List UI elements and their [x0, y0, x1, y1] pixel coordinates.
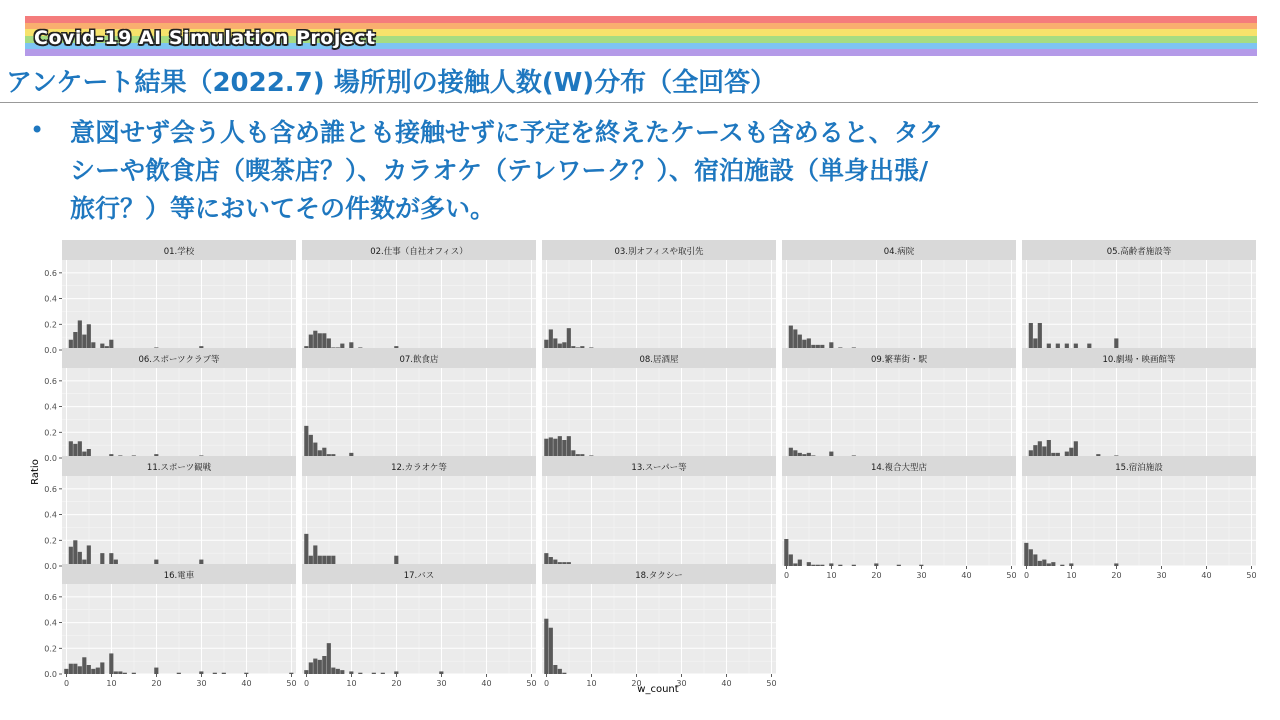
data-bar: [381, 673, 385, 674]
facet-label: 02.仕事（自社オフィス）: [370, 247, 468, 257]
data-bar: [87, 545, 91, 566]
data-bar: [807, 562, 811, 566]
y-tick-label: 0.4: [44, 618, 57, 628]
x-tick-label: 10: [346, 679, 357, 688]
data-bar: [78, 666, 82, 674]
data-bar: [304, 670, 308, 674]
y-tick-label: 0.0: [44, 346, 57, 355]
y-tick-label: 0.2: [44, 428, 57, 438]
x-tick-label: 30: [676, 679, 687, 688]
data-bar: [1038, 441, 1042, 458]
x-tick-label: 20: [1111, 571, 1122, 580]
data-bar: [96, 668, 100, 674]
bullet-line-3: 旅行？）等においてその件数が多い。: [70, 194, 496, 223]
data-bar: [567, 328, 571, 350]
data-bar: [69, 547, 73, 566]
data-bar: [1029, 323, 1033, 350]
y-tick-label: 0.6: [44, 484, 57, 494]
facet-panel: [542, 240, 776, 350]
data-bar: [1060, 565, 1064, 566]
facet-label: 07.飲食店: [399, 355, 439, 365]
data-bar: [897, 565, 901, 566]
data-bar: [222, 673, 226, 674]
data-bar: [549, 628, 553, 674]
data-bar: [349, 671, 353, 674]
faceted-bar-chart: [0, 232, 1280, 702]
data-bar: [567, 436, 571, 458]
data-bar: [73, 444, 77, 458]
bullet-text: [70, 114, 1230, 228]
data-bar: [304, 426, 308, 458]
data-bar: [331, 668, 335, 674]
facet-panel: [782, 240, 1016, 350]
x-tick-label: 20: [151, 679, 162, 688]
data-bar: [78, 552, 82, 566]
data-bar: [309, 435, 313, 458]
data-bar: [358, 673, 362, 674]
y-tick-label: 0.4: [44, 402, 57, 412]
data-bar: [78, 320, 82, 350]
facet-label: 08.居酒屋: [639, 355, 679, 365]
data-bar: [322, 656, 326, 674]
data-bar: [829, 563, 833, 566]
data-bar: [313, 659, 317, 674]
data-bar: [820, 565, 824, 566]
data-bar: [793, 563, 797, 566]
x-tick-label: 50: [526, 679, 537, 688]
facet-panel: [1022, 456, 1257, 580]
data-bar: [123, 673, 127, 674]
x-tick-label: 20: [391, 679, 402, 688]
data-bar: [69, 441, 73, 458]
x-tick-label: 0: [543, 679, 550, 688]
data-bar: [798, 335, 802, 350]
data-bar: [1033, 554, 1037, 566]
y-tick-label: 0.6: [44, 592, 57, 602]
data-bar: [372, 673, 376, 674]
data-bar: [1069, 563, 1073, 566]
x-tick-label: 50: [1006, 571, 1017, 580]
data-bar: [322, 333, 326, 350]
data-bar: [1074, 441, 1078, 458]
data-bar: [78, 441, 82, 458]
data-bar: [213, 673, 217, 674]
data-bar: [82, 335, 86, 350]
x-tick-label: 40: [721, 679, 732, 688]
y-tick-label: 0.4: [44, 510, 57, 520]
data-bar: [439, 671, 443, 674]
data-bar: [132, 673, 136, 674]
data-bar: [73, 664, 77, 674]
x-tick-label: 30: [196, 679, 207, 688]
data-bar: [544, 619, 548, 674]
data-bar: [64, 669, 68, 674]
data-bar: [789, 326, 793, 350]
facet-panel: [782, 348, 1016, 458]
data-bar: [1051, 562, 1055, 566]
x-tick-label: 30: [436, 679, 447, 688]
data-bar: [1038, 323, 1042, 350]
data-bar: [309, 662, 313, 674]
facet-label: 13.スーパー等: [631, 463, 687, 473]
x-tick-label: 20: [871, 571, 882, 580]
facet-label: 03.別オフィスや取引先: [614, 247, 704, 257]
rainbow-stripe: [25, 49, 1257, 56]
x-axis-title: w_count: [637, 684, 679, 695]
data-bar: [558, 436, 562, 458]
data-bar: [340, 670, 344, 674]
facet-label: 11.スポーツ観戦: [146, 463, 212, 473]
data-bar: [177, 673, 181, 674]
x-tick-label: 0: [303, 679, 310, 688]
data-bar: [874, 563, 878, 566]
facet-panel: [44, 456, 296, 571]
x-tick-label: 50: [286, 679, 297, 688]
data-bar: [1029, 549, 1033, 566]
x-tick-label: 40: [481, 679, 492, 688]
facet-panel: [302, 240, 536, 350]
facet-panel: [302, 348, 536, 458]
facet-label: 09.繁華街・駅: [870, 355, 928, 365]
facet-label: 01.学校: [163, 247, 195, 257]
facet-label: 05.高齢者施設等: [1106, 247, 1172, 257]
y-tick-label: 0.4: [44, 294, 57, 304]
data-bar: [544, 439, 548, 458]
facet-label: 14.複合大型店: [870, 463, 928, 473]
data-bar: [549, 437, 553, 458]
data-bar: [304, 534, 308, 566]
title-divider: [0, 102, 1258, 103]
data-bar: [100, 662, 104, 674]
data-bar: [318, 333, 322, 350]
y-tick-label: 0.6: [44, 268, 57, 278]
data-bar: [289, 673, 293, 674]
y-tick-label: 0.0: [44, 670, 57, 679]
data-bar: [309, 335, 313, 350]
data-bar: [798, 560, 802, 566]
y-tick-label: 0.0: [44, 562, 57, 571]
facet-panel: [44, 240, 296, 355]
x-tick-label: 30: [916, 571, 927, 580]
x-tick-label: 40: [241, 679, 252, 688]
x-tick-label: 50: [766, 679, 777, 688]
x-tick-label: 10: [1066, 571, 1077, 580]
y-tick-label: 0.2: [44, 320, 57, 330]
data-bar: [816, 565, 820, 566]
x-tick-label: 20: [631, 679, 642, 688]
data-bar: [118, 671, 122, 674]
facet-panel: [1022, 348, 1256, 458]
facet-label: 16.電車: [163, 571, 195, 581]
x-tick-label: 10: [106, 679, 117, 688]
data-bar: [784, 539, 788, 566]
facet-label: 04.病院: [883, 247, 915, 257]
data-bar: [1047, 440, 1051, 458]
data-bar: [244, 673, 248, 674]
data-bar: [811, 565, 815, 566]
data-bar: [114, 671, 118, 674]
facet-label: 17.バス: [403, 571, 435, 581]
facet-label: 12.カラオケ等: [391, 463, 447, 473]
y-tick-label: 0.0: [44, 454, 57, 463]
bullet-line-1: 意図せず会う人も含め誰とも接触せずに予定を終えたケースも含めると、タク: [70, 118, 944, 147]
y-axis-title: Ratio: [30, 459, 41, 485]
x-tick-label: 30: [1156, 571, 1167, 580]
data-bar: [558, 669, 562, 674]
facet-label: 06.スポーツクラブ等: [138, 355, 220, 365]
data-bar: [838, 565, 842, 566]
data-bar: [82, 657, 86, 674]
data-bar: [562, 673, 566, 674]
slide-title: アンケート結果（2022.7) 場所別の接触人数(W)分布（全回答）: [6, 68, 777, 98]
data-bar: [313, 331, 317, 350]
data-bar: [1042, 560, 1046, 566]
facet-label: 10.劇場・映画館等: [1102, 355, 1176, 365]
data-bar: [789, 554, 793, 566]
x-tick-label: 10: [586, 679, 597, 688]
y-tick-label: 0.2: [44, 536, 57, 546]
rainbow-stripe: [25, 16, 1257, 23]
y-tick-label: 0.6: [44, 376, 57, 386]
facet-panel: [542, 348, 776, 458]
facet-label: 15.宿泊施設: [1115, 463, 1163, 473]
data-bar: [318, 660, 322, 674]
facet-panel: [44, 348, 296, 463]
y-tick-label: 0.2: [44, 644, 57, 654]
data-bar: [553, 439, 557, 458]
data-bar: [73, 332, 77, 350]
data-bar: [327, 643, 331, 674]
facet-panel: [782, 456, 1017, 580]
data-bar: [549, 329, 553, 350]
project-title: Covid-19 AI Simulation Project: [34, 27, 376, 49]
facet-panel: [302, 564, 537, 688]
bullet-line-2: シーや飲食店（喫茶店？）、カラオケ（テレワーク？）、宿泊施設（単身出張/: [70, 156, 929, 185]
data-bar: [313, 545, 317, 566]
x-tick-label: 0: [1023, 571, 1030, 580]
bullet-point-icon: •: [30, 116, 45, 144]
x-tick-label: 40: [1201, 571, 1212, 580]
data-bar: [313, 443, 317, 458]
data-bar: [553, 665, 557, 674]
x-tick-label: 40: [961, 571, 972, 580]
facet-panel: [542, 456, 776, 566]
data-bar: [562, 440, 566, 458]
data-bar: [336, 669, 340, 674]
data-bar: [1024, 543, 1028, 566]
data-bar: [87, 665, 91, 674]
data-bar: [852, 565, 856, 566]
data-bar: [109, 653, 113, 674]
data-bar: [1038, 561, 1042, 566]
facet-panel: [44, 564, 296, 688]
data-bar: [1114, 563, 1118, 566]
facet-panel: [1022, 240, 1256, 350]
data-bar: [87, 324, 91, 350]
data-bar: [394, 671, 398, 674]
data-bar: [154, 668, 158, 674]
x-tick-label: 10: [826, 571, 837, 580]
facet-panel: [542, 564, 777, 688]
facet-label: 18.タクシー: [635, 571, 683, 581]
x-tick-label: 50: [1246, 571, 1257, 580]
facet-panel: [302, 456, 536, 566]
x-tick-label: 0: [63, 679, 70, 688]
data-bar: [1047, 563, 1051, 566]
data-bar: [199, 671, 203, 674]
data-bar: [69, 664, 73, 674]
data-bar: [919, 565, 923, 566]
x-tick-label: 0: [783, 571, 790, 580]
data-bar: [73, 540, 77, 566]
data-bar: [91, 669, 95, 674]
data-bar: [793, 329, 797, 350]
